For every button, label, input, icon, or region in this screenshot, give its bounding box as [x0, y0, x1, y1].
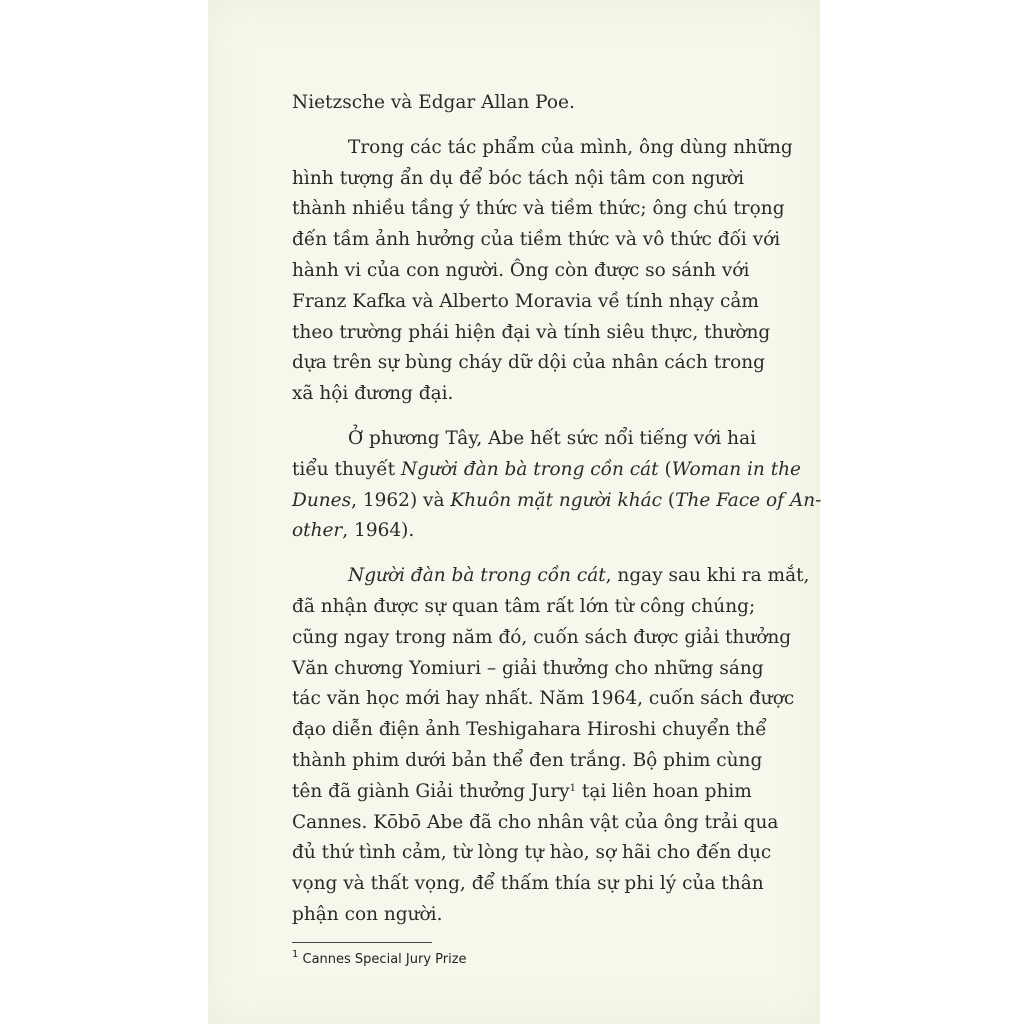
footnote-marker: 1 — [292, 949, 299, 960]
italic-title: Woman in the — [671, 458, 801, 480]
body-text — [292, 88, 822, 931]
text-run: tác văn học mới hay nhất. Năm 1964, cuốn sách được — [292, 688, 795, 710]
footnote-ref: 1 — [569, 782, 576, 794]
paragraph — [292, 561, 810, 931]
text-line — [292, 133, 793, 164]
paragraph — [292, 133, 793, 410]
text-line — [292, 455, 801, 486]
text-run: cũng ngay trong năm đó, cuốn sách được giải thưởng — [292, 626, 792, 648]
text-line — [292, 348, 765, 379]
text-run: Nietzsche và Edgar Allan Poe. — [292, 92, 575, 113]
text-run: , 1962) và — [351, 489, 451, 511]
text-line — [292, 808, 779, 839]
text-line — [292, 379, 744, 410]
text-line — [292, 194, 785, 225]
text-line — [292, 424, 757, 455]
text-line — [292, 256, 750, 287]
footnote — [292, 949, 744, 967]
text-line — [292, 486, 822, 517]
text-run: đạo diễn điện ảnh Teshigahara Hiroshi chuyển thể — [292, 719, 767, 741]
footnote-text: Cannes Special Jury Prize — [298, 952, 467, 967]
text-run: , 1964). — [342, 520, 415, 542]
text-run: Văn chương Yomiuri – giải thưởng cho những sáng — [292, 657, 764, 679]
text-line — [292, 869, 764, 900]
italic-title: Khuôn mặt người khác — [450, 489, 663, 511]
italic-title: Người đàn bà trong cồn cát — [400, 458, 659, 480]
text-run: thành nhiều tầng ý thức và tiềm thức; ông chú trọng — [292, 198, 785, 220]
text-run: hành vi của con người. Ông còn được so sánh với — [292, 259, 750, 281]
text-run: đủ thứ tình cảm, từ lòng tự hào, sợ hãi cho đến dục — [292, 842, 772, 864]
text-run: đến tầm ảnh hưởng của tiềm thức và vô thức đối với — [292, 229, 781, 251]
book-page — [208, 0, 820, 1024]
italic-title: other — [292, 520, 343, 542]
text-line — [292, 623, 792, 654]
footnote-rule — [292, 942, 432, 943]
text-run: tại liên hoan phim — [576, 780, 752, 802]
paragraph — [292, 424, 822, 547]
text-run: Cannes. Kōbō Abe đã cho nhân vật của ông trải qua — [292, 811, 779, 833]
text-line — [292, 900, 744, 931]
text-line — [292, 684, 795, 715]
italic-title: The Face of An- — [675, 489, 822, 511]
text-line — [292, 838, 772, 869]
text-run: vọng và thất vọng, để thấm thía sự phi lý của thân — [292, 873, 764, 895]
text-line — [292, 715, 767, 746]
paragraph — [292, 88, 744, 119]
text-run: ( — [658, 458, 672, 480]
text-line — [292, 592, 756, 623]
text-line — [292, 746, 763, 777]
text-run: dựa trên sự bùng cháy dữ dội của nhân cách trong — [292, 352, 765, 374]
text-run: Trong các tác phẩm của mình, ông dùng những — [348, 136, 793, 158]
text-run: phận con người. — [292, 903, 443, 925]
text-line — [292, 225, 781, 256]
italic-title: Dunes — [292, 489, 352, 511]
text-run: đã nhận được sự quan tâm rất lớn từ công chúng; — [292, 595, 756, 617]
text-run: theo trường phái hiện đại và tính siêu thực, thường — [292, 321, 771, 343]
text-run: tên đã giành Giải thưởng Jury — [292, 780, 570, 802]
text-line — [292, 318, 771, 349]
text-line — [292, 287, 759, 318]
text-run: , ngay sau khi ra mắt, — [605, 565, 810, 587]
text-line — [292, 561, 810, 592]
italic-title: Người đàn bà trong cồn cát — [348, 565, 606, 587]
text-line — [292, 654, 764, 685]
text-run: thành phim dưới bản thể đen trắng. Bộ phim cùng — [292, 749, 763, 771]
text-run: ( — [662, 489, 676, 511]
text-line — [292, 88, 744, 119]
text-run: hình tượng ẩn dụ để bóc tách nội tâm con người — [292, 167, 744, 189]
text-run: Ở phương Tây, Abe hết sức nổi tiếng với hai — [348, 427, 757, 449]
text-run: xã hội đương đại. — [292, 383, 454, 405]
text-line — [292, 164, 744, 195]
text-run: tiểu thuyết — [292, 458, 401, 480]
text-line — [292, 516, 744, 547]
text-run: Franz Kafka và Alberto Moravia về tính nhạy cảm — [292, 290, 759, 312]
text-line — [292, 777, 752, 808]
